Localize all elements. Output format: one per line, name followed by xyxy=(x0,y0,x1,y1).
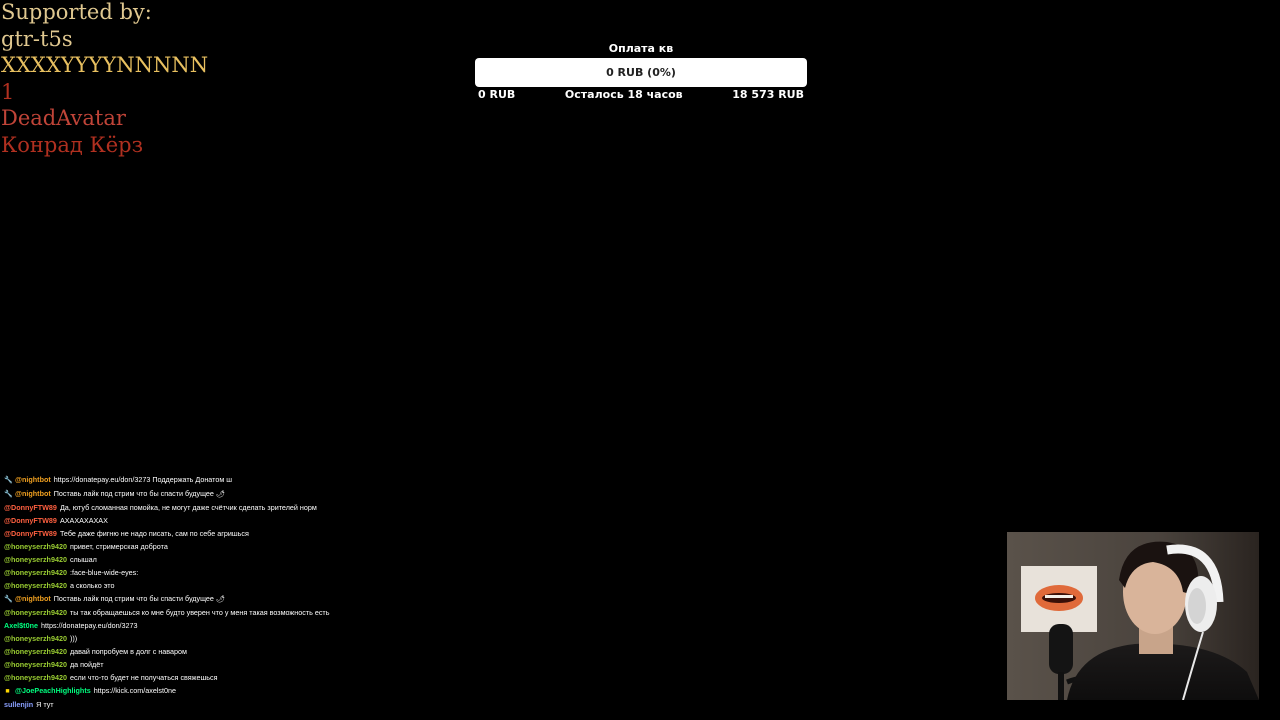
chat-username[interactable]: @JoePeachHighlights xyxy=(15,686,91,695)
chat-message-text: https://kick.com/axelst0ne xyxy=(93,686,177,695)
chat-message-text: слышал xyxy=(69,555,97,564)
supporter-name: XXXXYYYYNNNNN xyxy=(1,53,209,77)
chat-username[interactable]: @nightbot xyxy=(15,594,51,603)
chat-message xyxy=(4,514,334,527)
supporter-name: 1 xyxy=(1,79,15,104)
chat-username[interactable]: @nightbot xyxy=(15,475,51,484)
chat-message-text: Поставь лайк под стрим что бы спасти будущее 🌶 xyxy=(53,489,226,498)
wrench-icon: 🔧 xyxy=(4,596,13,603)
donation-goal-widget xyxy=(475,42,807,102)
chat-username[interactable]: @honeyserzh9420 xyxy=(4,660,67,669)
chat-username[interactable]: @honeyserzh9420 xyxy=(4,673,67,682)
chat-username[interactable]: sullenjin xyxy=(4,700,34,709)
chat-username[interactable]: @honeyserzh9420 xyxy=(4,581,67,590)
chat-username[interactable]: @honeyserzh9420 xyxy=(4,542,67,551)
chat-message-text: Тебе даже фигню не надо писать, сам по себе агришься xyxy=(59,529,249,538)
goal-target-amount: 18 573 RUB xyxy=(732,88,804,101)
chat-message xyxy=(4,527,334,540)
chat-username[interactable]: @DonnyFTW89 xyxy=(4,529,57,538)
chat-message xyxy=(4,658,334,671)
supporters-heading: Supported by: xyxy=(1,0,152,24)
chat-message xyxy=(4,619,334,632)
chat-message-text: ))) xyxy=(69,634,78,643)
chat-message xyxy=(4,579,334,592)
chat-message xyxy=(4,566,334,579)
goal-time-remaining: Осталось 18 часов xyxy=(564,88,683,101)
chat-message xyxy=(4,540,334,553)
chat-username[interactable]: @nightbot xyxy=(15,489,51,498)
chat-message-text: а сколько это xyxy=(69,581,115,590)
chat-message xyxy=(4,684,334,698)
chat-message-text: :face-blue-wide-eyes: xyxy=(69,568,139,577)
chat-message-text: ты так обращаешься ко мне будто уверен что у меня такая возможность есть xyxy=(69,608,330,617)
chat-username[interactable]: @DonnyFTW89 xyxy=(4,516,57,525)
supporter-name: gtr-t5s xyxy=(1,26,73,51)
chat-message-text: Поставь лайк под стрим что бы спасти будущее 🌶 xyxy=(53,594,226,603)
chat-message-text: https://donatepay.eu/don/3273 xyxy=(40,621,138,630)
wrench-icon: 🔧 xyxy=(4,491,13,498)
chat-username[interactable]: @DonnyFTW89 xyxy=(4,503,57,512)
square-badge-icon: ■ xyxy=(5,688,10,695)
lips-poster-icon xyxy=(1035,585,1083,611)
chat-message xyxy=(4,553,334,566)
chat-message xyxy=(4,632,334,645)
goal-progress-text: 0 RUB (0%) xyxy=(606,66,676,79)
goal-title: Оплата кв xyxy=(608,42,674,55)
chat-message xyxy=(4,606,334,619)
chat-username[interactable]: @honeyserzh9420 xyxy=(4,608,67,617)
chat-message xyxy=(4,645,334,658)
supporters-list xyxy=(1,0,208,158)
goal-progress-bar xyxy=(475,58,807,87)
chat-message xyxy=(4,473,334,487)
chat-username[interactable]: @honeyserzh9420 xyxy=(4,568,67,577)
chat-username[interactable]: @honeyserzh9420 xyxy=(4,555,67,564)
chat-message-text: если что-то будет не получаться свяжешься xyxy=(69,673,218,682)
goal-start-amount: 0 RUB xyxy=(478,88,516,101)
chat-message xyxy=(4,698,334,711)
supporter-name: Конрад Кёрз xyxy=(1,132,144,157)
chat-message-text: https://donatepay.eu/don/3273 Поддержать Донатом ш xyxy=(53,475,233,484)
goal-footer xyxy=(475,88,807,102)
chat-overlay xyxy=(4,473,334,711)
chat-message-text: Да, ютуб сломанная помойка, не могут даже счётчик сделать зрителей норм xyxy=(59,503,317,512)
chat-username[interactable]: @honeyserzh9420 xyxy=(4,634,67,643)
chat-message-text: привет, стримерская доброта xyxy=(69,542,168,551)
chat-username[interactable]: @honeyserzh9420 xyxy=(4,647,67,656)
chat-message xyxy=(4,501,334,514)
webcam-feed xyxy=(1007,532,1259,700)
chat-message xyxy=(4,592,334,606)
wrench-icon: 🔧 xyxy=(4,477,13,484)
chat-username[interactable]: Axel$t0ne xyxy=(4,621,38,630)
chat-message-text: да пойдёт xyxy=(69,660,104,669)
chat-message-text: Я тут xyxy=(36,700,54,709)
chat-message xyxy=(4,487,334,501)
chat-message-text: АХАХАХАХАХ xyxy=(59,516,108,525)
chat-message xyxy=(4,671,334,684)
webcam-image xyxy=(1007,532,1259,700)
supporter-name: DeadAvatar xyxy=(1,106,126,130)
chat-message-text: давай попробуем в долг с наваром xyxy=(69,647,187,656)
